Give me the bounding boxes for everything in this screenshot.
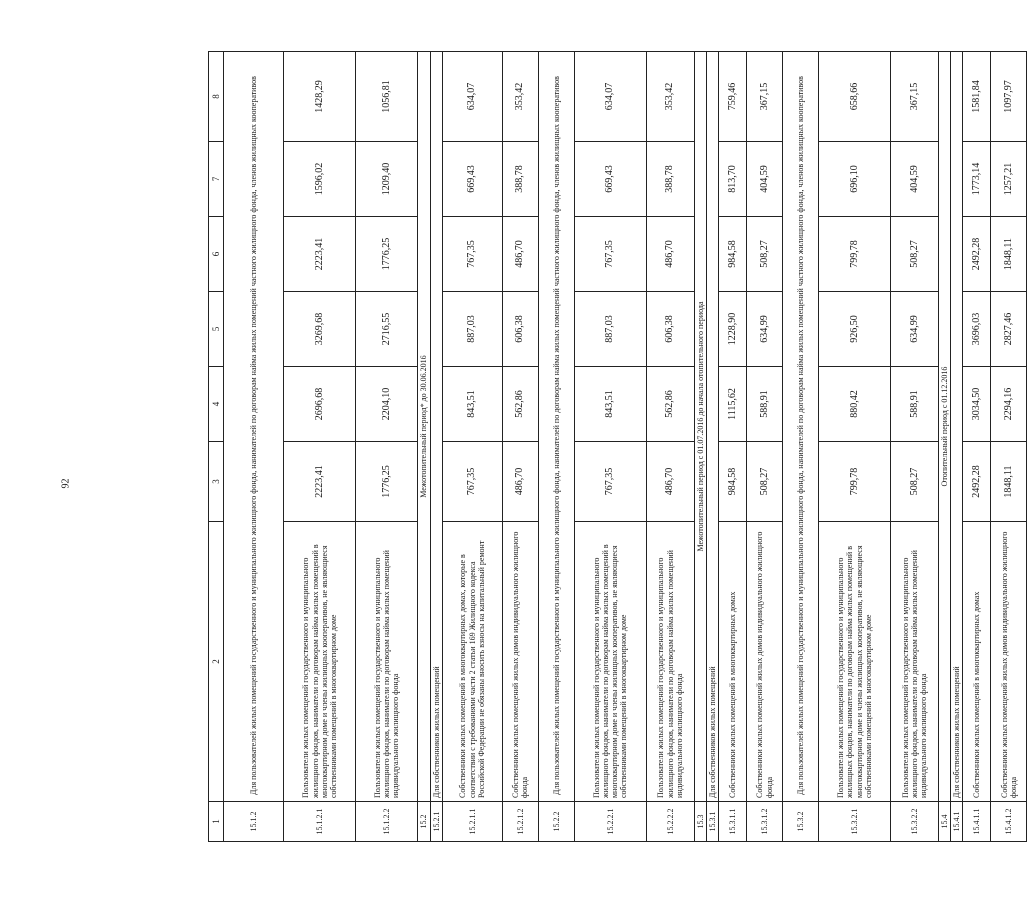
value-cell: 353,42	[646, 52, 694, 142]
period-title: Межотопительный период с 01.07.2016 до начала отопительного периода	[694, 52, 706, 802]
row-number: 15.2.2.1	[574, 802, 646, 842]
value-cell: 1097,97	[991, 52, 1027, 142]
value-cell: 2294,16	[991, 367, 1027, 442]
value-cell: 486,70	[502, 217, 538, 292]
value-cell: 367,15	[891, 52, 939, 142]
section-row	[224, 52, 284, 842]
data-row	[747, 52, 783, 842]
row-number: 15.3.1.1	[719, 802, 747, 842]
data-row	[819, 52, 891, 842]
value-cell: 1581,84	[963, 52, 991, 142]
value-cell: 634,99	[747, 292, 783, 367]
value-cell: 353,42	[502, 52, 538, 142]
value-cell: 696,10	[819, 142, 891, 217]
row-number: 15.4.1.1	[963, 802, 991, 842]
value-cell: 2204,10	[356, 367, 418, 442]
row-number: 15.4.1	[951, 802, 963, 842]
value-cell: 508,27	[891, 442, 939, 522]
row-number: 15.3.2.2	[891, 802, 939, 842]
data-row	[991, 52, 1027, 842]
section-title: Для пользователей жилых помещений государственного и муниципального жилищного фонда, нанимателей по договорам найма жилых помещений частного жилищного фонда, членов жилищных кооперативов	[538, 52, 574, 802]
page-number: 92	[60, 478, 72, 489]
value-cell: 658,66	[819, 52, 891, 142]
value-cell: 767,35	[442, 442, 502, 522]
value-cell: 799,78	[819, 442, 891, 522]
data-row	[574, 52, 646, 842]
row-number: 15.4	[939, 802, 951, 842]
value-cell: 3696,03	[963, 292, 991, 367]
value-cell: 508,27	[747, 442, 783, 522]
section-title: Для пользователей жилых помещений государственного и муниципального жилищного фонда, нанимателей по договорам найма жилых помещений частного жилищного фонда, членов жилищных кооперативов	[224, 52, 284, 802]
value-cell: 1228,90	[719, 292, 747, 367]
value-cell: 1428,29	[284, 52, 356, 142]
row-description: Пользователи жилых помещений государственного и муниципального жилищного фондов, наниматели по договорам найма жилых помещений индивидуального жилищного фонда	[646, 522, 694, 802]
subsection-row	[706, 52, 718, 842]
row-description: Пользователи жилых помещений государственного и муниципального жилищного фондов, наниматели по договорам найма жилых помещений индивидуального жилищного фонда	[356, 522, 418, 802]
row-number: 15.2.1.2	[502, 802, 538, 842]
value-cell: 843,51	[574, 367, 646, 442]
value-cell: 404,59	[891, 142, 939, 217]
value-cell: 508,27	[747, 217, 783, 292]
data-row	[284, 52, 356, 842]
value-cell: 669,43	[442, 142, 502, 217]
value-cell: 1773,14	[963, 142, 991, 217]
value-cell: 799,78	[819, 217, 891, 292]
header-cell: 7	[209, 142, 224, 217]
value-cell: 926,50	[819, 292, 891, 367]
value-cell: 1776,25	[356, 442, 418, 522]
row-description: Пользователи жилых помещений государственного и муниципального жилищного фондов, наниматели по договорам найма жилых помещений индивидуального жилищного фонда	[891, 522, 939, 802]
header-cell: 8	[209, 52, 224, 142]
period-title: Межотопительный период* до 30.06.2016	[418, 52, 430, 802]
row-description: Пользователи жилых помещений государственного и муниципального жилищного фондов, наниматели по договорам найма жилых помещений в многоквартирном доме и члены жилищных кооперативов, не являющиеся собственниками помещений в многоквартирном доме	[284, 522, 356, 802]
tariff-table	[208, 51, 1027, 842]
value-cell: 388,78	[646, 142, 694, 217]
row-number: 15.3.1.2	[747, 802, 783, 842]
value-cell: 2223,41	[284, 442, 356, 522]
value-cell: 1848,11	[991, 442, 1027, 522]
value-cell: 880,42	[819, 367, 891, 442]
value-cell: 1056,81	[356, 52, 418, 142]
row-number: 15.3.1	[706, 802, 718, 842]
data-row	[442, 52, 502, 842]
row-description: Собственники жилых помещений в многоквартирных домах	[963, 522, 991, 802]
data-row	[963, 52, 991, 842]
value-cell: 562,86	[646, 367, 694, 442]
value-cell: 404,59	[747, 142, 783, 217]
value-cell: 1209,40	[356, 142, 418, 217]
row-description: Пользователи жилых помещений государственного и муниципального жилищных фондов, наниматели по договорам найма жилых помещений в многоквартирном доме и члены жилищных кооперативов, не являющиеся собственниками помещений в многоквартирном доме	[819, 522, 891, 802]
header-cell: 6	[209, 217, 224, 292]
value-cell: 759,46	[719, 52, 747, 142]
value-cell: 887,03	[574, 292, 646, 367]
header-cell: 1	[209, 802, 224, 842]
header-cell: 5	[209, 292, 224, 367]
data-row	[719, 52, 747, 842]
value-cell: 2223,41	[284, 217, 356, 292]
value-cell: 606,38	[502, 292, 538, 367]
row-description: Собственники жилых помещений в многоквартирных домах	[719, 522, 747, 802]
row-description: Собственники жилых помещений в многоквартирных домах, которые в соответствии с требованиями части 2 статьи 169 Жилищного кодекса Российской Федерации не обязаны вносить взносы на капитальный ремонт	[442, 522, 502, 802]
row-number: 15.2.2.2	[646, 802, 694, 842]
header-cell: 3	[209, 442, 224, 522]
value-cell: 1257,21	[991, 142, 1027, 217]
value-cell: 1776,25	[356, 217, 418, 292]
value-cell: 767,35	[574, 217, 646, 292]
subsection-row	[430, 52, 442, 842]
value-cell: 2716,55	[356, 292, 418, 367]
subsection-title: Для собственников жилых помещений	[951, 52, 963, 802]
tariff-table-container	[208, 52, 1018, 842]
value-cell: 767,35	[574, 442, 646, 522]
data-row	[646, 52, 694, 842]
value-cell: 669,43	[574, 142, 646, 217]
value-cell: 2696,68	[284, 367, 356, 442]
value-cell: 984,58	[719, 217, 747, 292]
value-cell: 1115,62	[719, 367, 747, 442]
row-description: Собственники жилых помещений жилых домов индивидуального жилищного фонда	[747, 522, 783, 802]
subsection-title: Для собственников жилых помещений	[430, 52, 442, 802]
row-number: 15.3	[694, 802, 706, 842]
header-cell: 2	[209, 522, 224, 802]
value-cell: 486,70	[646, 442, 694, 522]
row-description: Собственники жилых помещений жилых домов индивидуального жилищного фонда	[991, 522, 1027, 802]
value-cell: 984,58	[719, 442, 747, 522]
section-title: Для пользователей жилых помещений государственного и муниципального жилищного фонда, нанимателей по договорам найма жилых помещений частного жилищного фонда, членов жилищных кооперативов	[783, 52, 819, 802]
period-row	[694, 52, 706, 842]
value-cell: 1848,11	[991, 217, 1027, 292]
row-number: 15.3.2	[783, 802, 819, 842]
period-row	[418, 52, 430, 842]
row-description: Собственники жилых помещений жилых домов индивидуального жилищного фонда	[502, 522, 538, 802]
subsection-row	[951, 52, 963, 842]
value-cell: 634,07	[442, 52, 502, 142]
period-row	[939, 52, 951, 842]
row-number: 15.3.2.1	[819, 802, 891, 842]
value-cell: 508,27	[891, 217, 939, 292]
value-cell: 1596,02	[284, 142, 356, 217]
value-cell: 3269,68	[284, 292, 356, 367]
data-row	[502, 52, 538, 842]
value-cell: 2492,28	[963, 217, 991, 292]
value-cell: 634,07	[574, 52, 646, 142]
data-row	[356, 52, 418, 842]
value-cell: 588,91	[891, 367, 939, 442]
value-cell: 634,99	[891, 292, 939, 367]
header-cell: 4	[209, 367, 224, 442]
value-cell: 388,78	[502, 142, 538, 217]
row-number: 15.1.2	[224, 802, 284, 842]
row-number: 15.2	[418, 802, 430, 842]
value-cell: 767,35	[442, 217, 502, 292]
value-cell: 606,38	[646, 292, 694, 367]
data-row	[891, 52, 939, 842]
section-row	[783, 52, 819, 842]
value-cell: 588,91	[747, 367, 783, 442]
subsection-title: Для собственников жилых помещений	[706, 52, 718, 802]
value-cell: 813,70	[719, 142, 747, 217]
row-number: 15.1.2.1	[284, 802, 356, 842]
section-row	[538, 52, 574, 842]
period-title: Отопительный период с 01.12.2016	[939, 52, 951, 802]
row-description: Пользователи жилых помещений государственного и муниципального жилищного фондов, наниматели по договорам найма жилых помещений в многоквартирном доме и члены жилищных кооперативов, не являющиеся собственниками помещений в многоквартирном доме	[574, 522, 646, 802]
value-cell: 2827,46	[991, 292, 1027, 367]
value-cell: 3034,50	[963, 367, 991, 442]
row-number: 15.4.1.2	[991, 802, 1027, 842]
value-cell: 843,51	[442, 367, 502, 442]
value-cell: 486,70	[646, 217, 694, 292]
value-cell: 2492,28	[963, 442, 991, 522]
value-cell: 562,86	[502, 367, 538, 442]
value-cell: 887,03	[442, 292, 502, 367]
value-cell: 367,15	[747, 52, 783, 142]
row-number: 15.2.1.1	[442, 802, 502, 842]
header-row	[209, 52, 224, 842]
row-number: 15.2.1	[430, 802, 442, 842]
row-number: 15.1.2.2	[356, 802, 418, 842]
value-cell: 486,70	[502, 442, 538, 522]
row-number: 15.2.2	[538, 802, 574, 842]
